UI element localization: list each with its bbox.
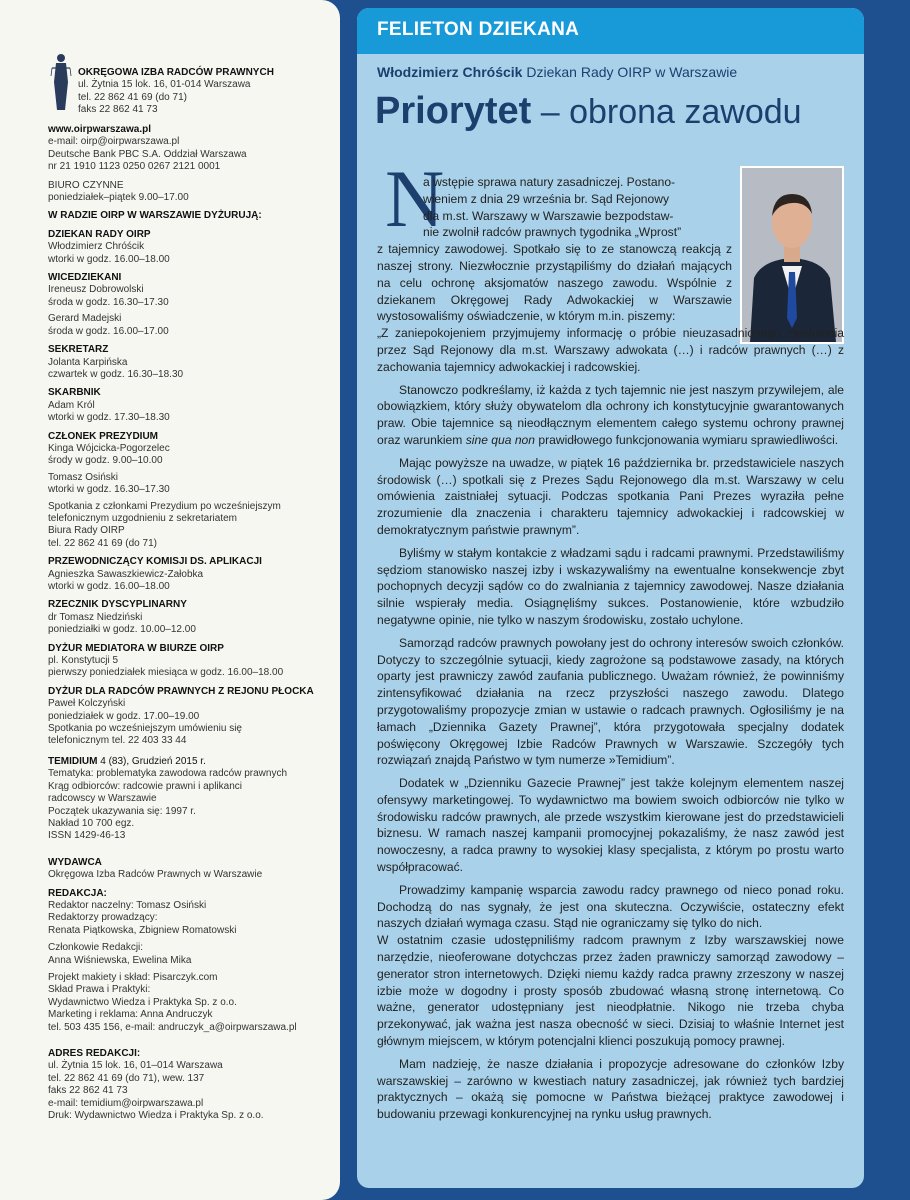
- section-title: FELIETON DZIEKANA: [377, 19, 580, 40]
- duty-role-block: [48, 643, 332, 680]
- role-line: wtorki w godz. 16.30–17.30: [48, 484, 170, 496]
- duty-role-block: [48, 686, 332, 748]
- temidium-info: [48, 756, 332, 768]
- editorial-address: [48, 1060, 332, 1122]
- author-name: Włodzimierz Chróścik: [377, 64, 523, 80]
- editorial-line: Redaktor naczelny: Tomasz Osiński: [48, 899, 207, 911]
- role-line: Włodzimierz Chróścik: [48, 241, 145, 253]
- drop-cap: N: [385, 153, 445, 244]
- role-line: Gerard Madejski: [48, 313, 122, 325]
- role-line: Agnieszka Sawaszkiewicz-Załobka: [48, 568, 204, 580]
- duty-role-block: [48, 313, 332, 338]
- paragraph-9: Mam nadzieję, że nasze działania i propozycje adresowane do członków Izby warszawskiej – zarówno w kwestiach natury zasadniczej, jak również tych bardziej praktycznych – okażą się pomocne w Państwa bieżącej praktyce zawodowej i budowaniu przewagi konkurencyjnej na rynku usług prawnych.: [377, 1056, 844, 1122]
- article-title: [375, 90, 802, 133]
- role-title: SKARBNIK: [48, 387, 101, 399]
- editorial-list: [48, 900, 332, 1034]
- role-line: pierwszy poniedziałek miesiąca w godz. 16.00–18.00: [48, 667, 284, 679]
- role-line: Jolanta Karpińska: [48, 356, 128, 368]
- intro-line-4: nie zwolnił radców prawnych tygodnika „Wprost”: [423, 225, 682, 240]
- bank-name: Deutsche Bank PBC S.A. Oddział Warszawa: [48, 148, 247, 160]
- duty-role-block: [48, 229, 332, 266]
- paragraph-2a: Stanowczo podkreślamy, iż każda z tych tajemnic nie jest naszym przywilejem, ale obowiązkiem, który służy obywatelom dla ochrony ich konstytucyjnie gwarantowanych praw. Obie tajemnice są nieodłącznym elementem całego systemu ochrony prawnej oraz warunkiem: [377, 382, 844, 447]
- address-line: tel. 22 862 41 69 (do 71), wew. 137: [48, 1072, 205, 1084]
- role-line: Biura Rady OIRP: [48, 525, 125, 537]
- role-line: Ireneusz Dobrowolski: [48, 284, 144, 296]
- duty-role-block: [48, 387, 332, 424]
- role-line: Paweł Kolczyński: [48, 698, 126, 710]
- article-panel: [357, 8, 864, 1188]
- duty-role-block: [48, 431, 332, 468]
- article-body: [377, 174, 844, 1123]
- temidium-line: ISSN 1429-46-13: [48, 830, 126, 842]
- role-title: PRZEWODNICZĄCY KOMISJI DS. APLIKACJI: [48, 556, 262, 568]
- role-line: czwartek w godz. 16.30–18.30: [48, 368, 184, 380]
- role-line: środy w godz. 9.00–10.00: [48, 455, 163, 467]
- editorial-address-label: ADRES REDAKCJI:: [48, 1048, 141, 1059]
- role-title: CZŁONEK PREZYDIUM: [48, 430, 158, 442]
- paragraph-4: Byliśmy w stałym kontakcie z władzami sądu i radcami prawnymi. Przedstawiliśmy sędziom stanowisko naszej izby i wskazywaliśmy na ewentualne konsekwencje zbyt pochopnych decyzji sądów co do zwalniania z tajemnicy zawodowej. Nasze działania silnie wspierały media. Osiągnęliśmy sukces. Postanowienie, które wzbudziło negatywne opinie, nie tylko w naszym środowisku, zostało uchylone.: [377, 545, 844, 627]
- paragraph-3: Mając powyższe na uwadze, w piątek 16 października br. przedstawiciele naszych środowisk (…) spotkali się z Prezes Sądu Rejonowego dla m.st. Warszawy w celu omówienia zaistniałej sytuacji. Podczas spotkania Pani Prezes wyraziła pełne zrozumienie dla znaczenia i charakteru tajemnicy adwokackiej i radcowskiej w demokratycznym państwie prawnym”.: [377, 455, 844, 537]
- title-bold: Priorytet: [375, 90, 532, 132]
- role-title: DYŻUR MEDIATORA W BIURZE OIRP: [48, 642, 224, 654]
- address-line: faks 22 862 41 73: [48, 1085, 128, 1097]
- address-line: e-mail: temidium@oirpwarszawa.pl: [48, 1097, 204, 1109]
- address-line: Druk: Wydawnictwo Wiedza i Praktyka Sp. z o.o.: [48, 1110, 264, 1122]
- role-line: wtorki w godz. 16.00–18.00: [48, 581, 170, 592]
- bank-account: nr 21 1910 1123 0250 0267 2121 0001: [48, 161, 221, 173]
- editorial-line: Wydawnictwo Wiedza i Praktyka Sp. z o.o.: [48, 996, 237, 1008]
- role-line: wtorki w godz. 17.30–18.30: [48, 412, 170, 424]
- editorial-line: Redaktorzy prowadzący:: [48, 912, 158, 924]
- editorial-line: Skład Prawa i Praktyki:: [48, 984, 151, 996]
- role-line: wtorki w godz. 16.00–18.00: [48, 253, 170, 265]
- paragraph-2: [377, 382, 844, 449]
- paragraph-2b: prawidłowego funkcjonowania wymiaru sprawiedliwości.: [535, 432, 839, 447]
- duty-heading: W RADZIE OIRP W WARSZAWIE DYŻURUJĄ:: [48, 210, 262, 222]
- author-role: Dziekan Rady OIRP w Warszawie: [522, 64, 738, 80]
- publisher-label: WYDAWCA: [48, 856, 102, 868]
- temidium-issue: 4 (83), Grudzień 2015 r.: [97, 755, 206, 767]
- role-title: DYŻUR DLA RADCÓW PRAWNYCH Z REJONU PŁOCKA: [48, 685, 314, 697]
- role-title: SEKRETARZ: [48, 344, 109, 356]
- editorial-line: Anna Wiśniewska, Ewelina Mika: [48, 954, 192, 966]
- intro-line-2: wieniem z dnia 29 września br. Sąd Rejonowy: [423, 191, 670, 206]
- role-line: środa w godz. 16.00–17.00: [48, 325, 169, 337]
- paragraph-5: Samorząd radców prawnych powołany jest do ochrony interesów swoich członków. Dotyczy to szczególnie sytuacji, kiedy zagrożone są podstawowe zasady, na których oparty jest prawniczy zawód zaufania publicznego. Uważam również, że powinniśmy zintensyfikować działania na rzecz przyszłości naszego zawodu. Dlatego przygotowaliśmy propozycje zmian w ustawie o radcach prawnych. Ogłosiliśmy je na łamach „Dziennika Gazety Prawnej”, która przygotowała specjalny dodatek poświęcony Okręgowej Izbie Radców Prawnych w Warszawie. Szczegóły tych rozwiązań znajdą Państwo w tym numerze »Temidium”.: [377, 635, 844, 768]
- publisher-name: Okręgowa Izba Radców Prawnych w Warszawie: [48, 869, 263, 881]
- section-banner: [357, 8, 864, 54]
- temidium-line: Krąg odbiorców: radcowie prawni i aplikanci: [48, 780, 242, 792]
- role-line: Spotkania po wcześniejszym umówieniu się: [48, 723, 242, 735]
- temidium-lines: [48, 768, 332, 842]
- role-line: pl. Konstytucji 5: [48, 655, 119, 667]
- role-line: telefonicznym uzgodnieniu z sekretariatem: [48, 512, 237, 524]
- editorial-line: Marketing i reklama: Anna Andruczyk: [48, 1009, 213, 1021]
- paragraph-6: Dodatek w „Dzienniku Gazecie Prawnej” jest także kolejnym elementem naszej ofensywy marketingowej. To wydawnictwo ma bowiem swoich odbiorców nie tylko w środowisku radców prawnych, ale przede wszystkim kierowane jest do przedstawicieli biznesu. W ramach naszej kampanii promocyjnej pokazaliśmy, że nasz zawód jest nowoczesny, a radca prawny to wysokiej klasy specjalista, z którym po prostu warto współpracować.: [377, 776, 844, 875]
- paragraph-7: Prowadzimy kampanię wsparcia zawodu radcy prawnego od nieco ponad roku. Dochodzą do nas sygnały, że jest ona skuteczna. Oczywiście, ostateczny efekt naszych działań wymaga czasu. Stąd nie ograniczamy się tylko do nich.: [377, 882, 844, 931]
- role-line: poniedziałki w godz. 10.00–12.00: [48, 624, 196, 636]
- editorial-label: REDAKCJA:: [48, 887, 107, 899]
- paragraph-8: W ostatnim czasie udostępniliśmy radcom prawnym z Izby warszawskiej nowe narzędzie, nieoferowane dotychczas przez żaden prawniczy samorząd zawodowy – generator stron internetowych. Dzięki niemu każdy radca prawny zrzeszony w naszej izbie może w dogodny i prosty sposób zbudować własną stronę internetową. Co ważne, generator udostępniany jest nieodpłatnie. Nikogo nie trzeba chyba przekonywać, jak ważna jest nasza obecność w sieci. Dzisiaj to właśnie Internet jest głównym miejscem, w którym potencjalni klienci poszukują pomocy prawnej.: [377, 933, 844, 1049]
- duty-role-block: [48, 472, 332, 497]
- latin-phrase: sine qua non: [465, 432, 535, 447]
- quote-paragraph: „Z zaniepokojeniem przyjmujemy informację o próbie nieuzasadnionego zwolnienia przez Sąd Rejonowy dla m.st. Warszawy adwokata (…) i radców prawnych (…) z zachowania tajemnicy adwokackiej i radcowskiej.: [377, 326, 844, 374]
- role-line: Kinga Wójcicka-Pogorzelec: [48, 442, 170, 454]
- themis-logo-icon: [50, 52, 72, 108]
- duty-role-block: [48, 556, 332, 593]
- temidium-line: Początek ukazywania się: 1997 r.: [48, 805, 196, 817]
- editorial-block: [48, 942, 332, 967]
- editorial-line: tel. 503 435 156, e-mail: andruczyk_a@oirpwarszawa.pl: [48, 1021, 297, 1033]
- duty-role-block: [48, 272, 332, 309]
- org-name: OKRĘGOWA IZBA RADCÓW PRAWNYCH: [78, 67, 274, 78]
- role-line: tel. 22 862 41 69 (do 71): [48, 537, 157, 549]
- role-line: dr Tomasz Niedziński: [48, 611, 143, 623]
- office-label: BIURO CZYNNE: [48, 179, 124, 191]
- org-address: ul. Żytnia 15 lok. 16, 01-014 Warszawa: [78, 79, 251, 91]
- temidium-line: radcowscy w Warszawie: [48, 793, 157, 805]
- temidium-name: TEMIDIUM: [48, 755, 98, 767]
- duty-role-block: [48, 344, 332, 381]
- role-line: poniedziałek w godz. 17.00–19.00: [48, 710, 200, 722]
- author-line: [377, 64, 737, 80]
- editorial-line: Członkowie Redakcji:: [48, 942, 144, 954]
- office-hours: poniedziałek–piątek 9.00–17.00: [48, 192, 189, 204]
- role-line: Adam Król: [48, 399, 95, 411]
- role-line: Spotkania z członkami Prezydium po wcześniejszym: [48, 500, 281, 512]
- role-line: Tomasz Osiński: [48, 471, 119, 483]
- title-rest: – obrona zawodu: [531, 93, 802, 131]
- role-title: DZIEKAN RADY OIRP: [48, 228, 151, 240]
- masthead-panel: [0, 0, 340, 1200]
- duty-roles-list: [48, 229, 332, 748]
- address-line: ul. Żytnia 15 lok. 16, 01–014 Warszawa: [48, 1060, 223, 1072]
- intro-line-3: dla m.st. Warszawy w Warszawie bezpodstaw-: [423, 208, 674, 223]
- temidium-line: Tematyka: problematyka zawodowa radców prawnych: [48, 768, 287, 780]
- editorial-line: Projekt makiety i skład: Pisarczyk.com: [48, 971, 218, 983]
- duty-role-block: [48, 599, 332, 636]
- duty-role-block: [48, 501, 332, 551]
- role-line: telefonicznym tel. 22 403 33 44: [48, 735, 187, 747]
- intro-line-1: a wstępie sprawa natury zasadniczej. Postano-: [423, 175, 676, 189]
- email-link[interactable]: e-mail: oirp@oirpwarszawa.pl: [48, 136, 180, 148]
- editorial-block: [48, 972, 332, 1034]
- role-title: RZECZNIK DYSCYPLINARNY: [48, 599, 187, 611]
- editorial-line: Renata Piątkowska, Zbigniew Romatowski: [48, 924, 237, 936]
- role-line: środa w godz. 16.30–17.30: [48, 296, 169, 308]
- org-phone: tel. 22 862 41 69 (do 71): [78, 91, 187, 103]
- paragraph-1: z tajemnicy zawodowej. Spotkało się to ze stanowczą reakcją z naszej strony. Niezwłocznie przystąpiliśmy do działań mających na celu ochronę aksjomatów naszego zawodu. Wspólnie z dziekanem Okręgowej Rady Adwokackiej w Warszawie wystosowaliśmy oświadczenie, w którym m.in. piszemy:: [377, 242, 732, 324]
- role-title: WICEDZIEKANI: [48, 272, 122, 284]
- website-link[interactable]: www.oirpwarszawa.pl: [48, 124, 151, 135]
- org-fax: faks 22 862 41 73: [78, 104, 158, 116]
- editorial-block: [48, 900, 332, 937]
- temidium-line: Nakład 10 700 egz.: [48, 817, 135, 829]
